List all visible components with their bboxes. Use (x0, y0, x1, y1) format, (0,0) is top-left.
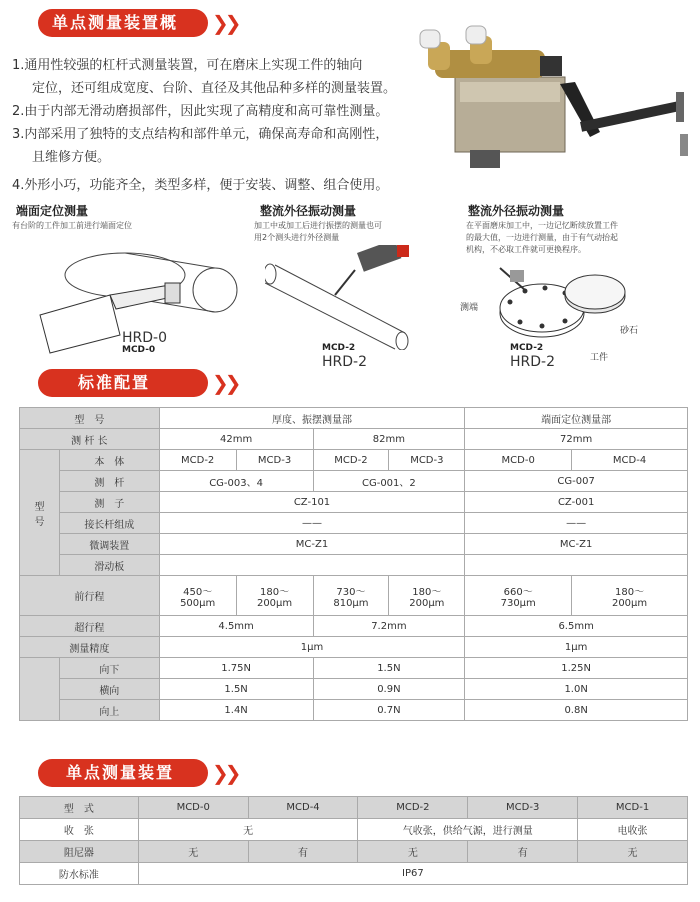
slide-cell (159, 555, 465, 576)
force-lateral-label: 横向 (59, 679, 159, 700)
pre-travel-label: 前行程 (20, 576, 160, 616)
model-type-cell: MCD-4 (248, 797, 358, 819)
rod-cell: CG-001、2 (313, 471, 465, 492)
diagram3-title: 整流外径振动测量 (468, 204, 565, 218)
force-down-label: 向下 (59, 658, 159, 679)
rod-length-cell: 82mm (313, 429, 465, 450)
body-cell: MCD-3 (236, 450, 313, 471)
slide-cell (465, 555, 688, 576)
damper-cell: 无 (138, 841, 248, 863)
product-photo (400, 22, 700, 172)
over-travel-cell: 6.5mm (465, 616, 688, 637)
damper-cell: 无 (358, 841, 468, 863)
diagram3-desc-3: 机构，不必取工件就可更换程序。 (466, 245, 586, 254)
rod-length-label: 测 杆 长 (20, 429, 160, 450)
feature-line-3: 3.内部采用了独特的支点结构和部件单元，确保高寿命和高刚性， (12, 127, 389, 142)
over-travel-label: 超行程 (20, 616, 160, 637)
waterproof-cell: IP67 (138, 863, 687, 885)
retract-cell: 气收张，供给气源，进行测量 (358, 819, 578, 841)
group2-header: 端面定位测量部 (465, 408, 688, 429)
rod-cell: CG-003、4 (159, 471, 313, 492)
accuracy-cell: 1μm (465, 637, 688, 658)
feature-line-1: 1.通用性较强的杠杆式测量装置，可在磨床上实现工件的轴向 (12, 58, 363, 73)
type-label: 型 号 (20, 408, 160, 429)
damper-cell: 无 (578, 841, 688, 863)
damper-cell: 有 (468, 841, 578, 863)
diagram3-label-workpiece: 工件 (590, 353, 609, 363)
diagram3-model-big: HRD-2 (510, 354, 555, 370)
fine-adjust-cell: MC-Z1 (465, 534, 688, 555)
force-side-label (20, 658, 60, 721)
diagram2-model-big: HRD-2 (322, 354, 367, 370)
ext-cell: —— (465, 513, 688, 534)
feature-line-4: 4.外形小巧，功能齐全，类型多样，便于安装、调整、组合使用。 (12, 178, 389, 193)
damper-cell: 有 (248, 841, 358, 863)
pre-travel-cell: 660～ 730μm (465, 576, 572, 616)
pre-travel-cell: 180～ 200μm (389, 576, 465, 616)
rod-length-cell: 42mm (159, 429, 313, 450)
body-cell: MCD-0 (465, 450, 572, 471)
standard-config-table (19, 407, 688, 721)
pre-travel-cell: 730～ 810μm (313, 576, 389, 616)
diagram3-label-wheel: 砂石 (620, 326, 639, 336)
model-type-cell: MCD-1 (578, 797, 688, 819)
force-up-label: 向上 (59, 700, 159, 721)
diagram1-model-small: MCD-0 (122, 345, 156, 355)
retract-label: 收 张 (20, 819, 139, 841)
force-up-cell: 0.7N (313, 700, 465, 721)
diagram2-desc-2: 用2个测头进行外径测量 (254, 233, 340, 242)
accuracy-label: 测量精度 (20, 637, 160, 658)
side-type-label: 型 号 (20, 450, 60, 576)
rod-cell: CG-007 (465, 471, 688, 492)
diagram3-desc-2: 的最大值，一边进行测量，由于有气动抬起 (466, 233, 618, 242)
chevron-right-icon: ❯❯ (212, 761, 238, 785)
rod-length-cell: 72mm (465, 429, 688, 450)
section-header-overview: 单点测量装置概论 (38, 9, 208, 37)
diagram3-illustration (480, 258, 650, 353)
feature-line-2: 2.由于内部无滑动磨损部件，因此实现了高精度和高可靠性测量。 (12, 104, 389, 119)
pre-travel-cell: 180～ 200μm (236, 576, 313, 616)
ext-cell: —— (159, 513, 465, 534)
ext-label: 接长杆组成 (59, 513, 159, 534)
body-cell: MCD-2 (313, 450, 389, 471)
model-type-label: 型 式 (20, 797, 139, 819)
model-type-cell: MCD-0 (138, 797, 248, 819)
chevron-right-icon: ❯❯ (212, 371, 238, 395)
fine-adjust-label: 微调装置 (59, 534, 159, 555)
diagram1-desc: 有台阶的工件加工前进行端面定位 (12, 221, 132, 230)
body-label: 本 体 (59, 450, 159, 471)
force-down-cell: 1.75N (159, 658, 313, 679)
rod-label: 测 杆 (59, 471, 159, 492)
pre-travel-cell: 180～ 200μm (572, 576, 688, 616)
diagram2-desc-1: 加工中或加工后进行振摆的测量也可 (254, 221, 382, 230)
force-up-cell: 0.8N (465, 700, 688, 721)
diagram1-model-big: HRD-0 (122, 330, 167, 346)
retract-cell: 无 (138, 819, 358, 841)
probe-cell: CZ-101 (159, 492, 465, 513)
chevron-right-icon: ❯❯ (212, 11, 238, 35)
probe-label: 测 子 (59, 492, 159, 513)
damper-label: 阻尼器 (20, 841, 139, 863)
diagram3-label-probe: 测端 (460, 303, 479, 313)
pre-travel-cell: 450～ 500μm (159, 576, 236, 616)
diagram2-title: 整流外径振动测量 (260, 204, 357, 218)
force-lateral-cell: 1.5N (159, 679, 313, 700)
force-down-cell: 1.5N (313, 658, 465, 679)
force-lateral-cell: 1.0N (465, 679, 688, 700)
body-cell: MCD-3 (389, 450, 465, 471)
section-header-single-point: 单点测量装置 (38, 759, 208, 787)
retract-cell: 电收张 (578, 819, 688, 841)
model-type-cell: MCD-2 (358, 797, 468, 819)
accuracy-cell: 1μm (159, 637, 465, 658)
force-down-cell: 1.25N (465, 658, 688, 679)
force-lateral-cell: 0.9N (313, 679, 465, 700)
feature-line-1b: 定位，还可组成宽度、台阶、直径及其他品种多样的测量装置。 (32, 81, 397, 96)
model-type-cell: MCD-3 (468, 797, 578, 819)
single-point-table (19, 796, 688, 885)
section-header-standard-config: 标准配置 (38, 369, 208, 397)
over-travel-cell: 7.2mm (313, 616, 465, 637)
body-cell: MCD-4 (572, 450, 688, 471)
slide-label: 滑动板 (59, 555, 159, 576)
probe-cell: CZ-001 (465, 492, 688, 513)
diagram3-model-small: MCD-2 (510, 343, 544, 353)
over-travel-cell: 4.5mm (159, 616, 313, 637)
feature-line-3b: 且维修方便。 (32, 150, 111, 165)
body-cell: MCD-2 (159, 450, 236, 471)
diagram2-model-small: MCD-2 (322, 343, 356, 353)
diagram3-desc-1: 在平面磨床加工中，一边记忆断续放置工件 (466, 221, 618, 230)
group1-header: 厚度、振摆测量部 (159, 408, 465, 429)
force-up-cell: 1.4N (159, 700, 313, 721)
diagram2-illustration (265, 245, 445, 350)
waterproof-label: 防水标准 (20, 863, 139, 885)
fine-adjust-cell: MC-Z1 (159, 534, 465, 555)
diagram1-title: 端面定位测量 (16, 204, 89, 218)
